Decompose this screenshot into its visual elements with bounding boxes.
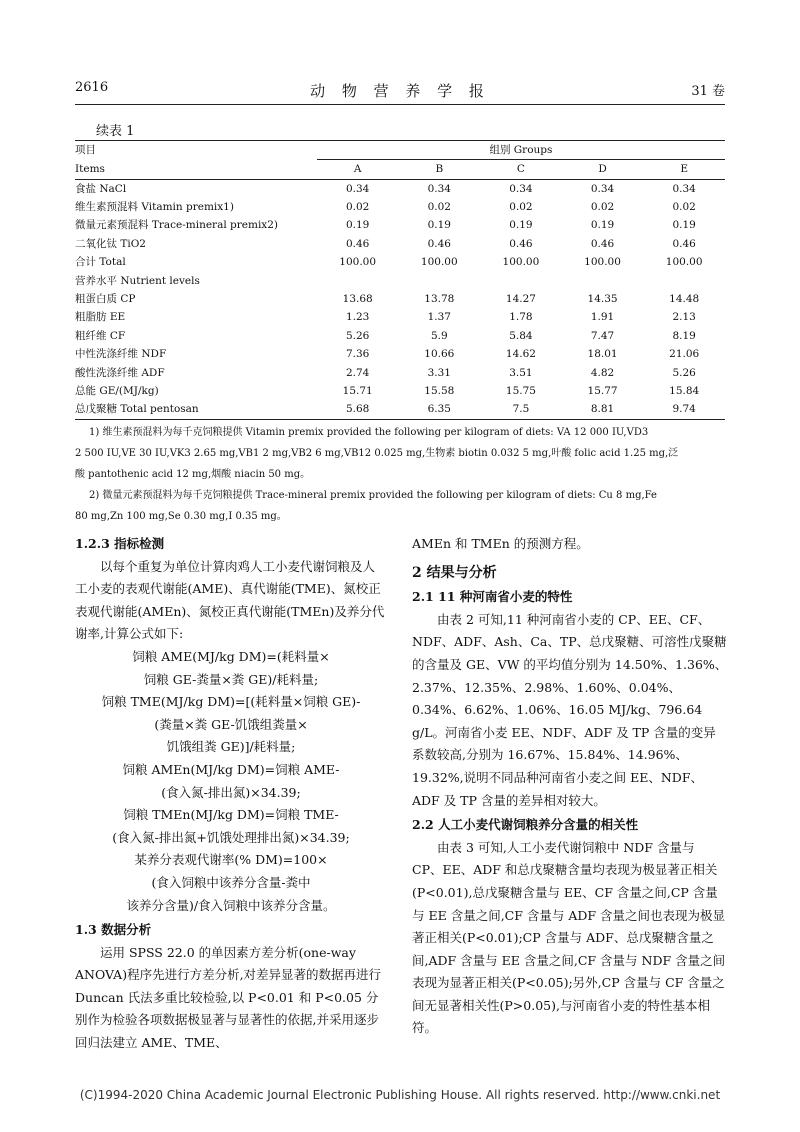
cell-value bbox=[317, 272, 399, 290]
cell-value bbox=[643, 272, 725, 290]
group-b: B bbox=[398, 160, 480, 179]
row-label: 食盐 NaCl bbox=[75, 179, 317, 198]
cell-value: 8.19 bbox=[672, 329, 696, 342]
cell-value: 9.74 bbox=[643, 400, 725, 419]
table-row bbox=[75, 198, 725, 216]
cell-value: 0.46 bbox=[672, 237, 696, 250]
cell-value: 0.34 bbox=[398, 179, 480, 198]
cell-value: 0.19 bbox=[427, 219, 451, 232]
paragraph: (食入氮-排出氮)×34.39; bbox=[161, 784, 301, 800]
paragraph: 由表 2 可知,11 种河南省小麦的 CP、EE、CF、NDF、ADF、Ash、Ca、TP、总戊聚糖、可溶性戊聚糖的含量及 GE、VW 的平均值分别为 14.50%、1.36%、2.37%、12.35%、2.98%、1.60%、0.04%、0.34%、6.62%、1.06%、16.05 MJ/kg、796.64 g/L。河南省小麦 EE、NDF、ADF 及 TP 含量的变异系数较高,分别为 16.67%、15.84%、14.96%、19.32%,说明不同品种河南省小麦之间 EE、NDF、ADF 及 TP 含量的差异相对较大。 bbox=[412, 611, 728, 808]
paragraph: 以每个重复为单位计算肉鸡人工小麦代谢饲粮及人工小麦的表观代谢能(AME)、真代谢能(TME)、氮校正表观代谢能(AMEn)、氮校正真代谢能(TMEn)及养分代谢率,计算公式如下: bbox=[75, 558, 385, 642]
group-e: E bbox=[643, 160, 725, 179]
row-label: 维生素预混料 Vitamin premix1) bbox=[75, 201, 234, 214]
paragraph: (食入氮-排出氮+饥饿处理排出氮)×34.39; bbox=[112, 829, 350, 845]
cell-value: 7.5 bbox=[480, 400, 562, 419]
cell-value: 14.35 bbox=[587, 293, 618, 306]
row-label: 合计 Total bbox=[75, 256, 126, 269]
paragraph: 饲粮 GE-粪量×粪 GE)/耗料量; bbox=[143, 671, 319, 687]
cell-value: 3.51 bbox=[509, 366, 533, 379]
cell-value: 1.78 bbox=[509, 311, 533, 324]
page-number: 2616 bbox=[75, 80, 109, 95]
paragraph: 饲粮 TME(MJ/kg DM)=[(耗料量×饲粮 GE)- bbox=[101, 694, 361, 710]
table-row bbox=[75, 382, 725, 400]
cell-value: 0.34 bbox=[562, 179, 644, 198]
row-label: 粗蛋白质 CP bbox=[75, 293, 136, 306]
section-heading: 2 结果与分析 bbox=[412, 564, 497, 581]
cell-value: 5.26 bbox=[672, 366, 696, 379]
cell-value: 0.46 bbox=[590, 237, 615, 250]
section-heading: 2.2 人工小麦代谢饲粮养分含量的相关性 bbox=[412, 817, 639, 833]
paragraph: 饲粮 TMEn(MJ/kg DM)=饲粮 TME- bbox=[123, 807, 339, 823]
copyright-footer: (C)1994-2020 China Academic Journal Electronic Publishing House. All rights reserved. http://www.cnki.net bbox=[79, 1088, 721, 1102]
table-row bbox=[75, 345, 725, 363]
row-label: 酸性洗涤纤维 ADF bbox=[75, 366, 165, 379]
cell-value: 0.02 bbox=[672, 201, 696, 214]
left-column bbox=[75, 533, 387, 1055]
cell-value bbox=[562, 272, 644, 290]
cell-value: 100.00 bbox=[339, 256, 377, 269]
paragraph: AMEn 和 TMEn 的预测方程。 bbox=[412, 536, 589, 551]
row-label: 粗脂肪 EE bbox=[75, 311, 126, 324]
right-column bbox=[412, 533, 728, 1040]
paragraph: (粪量×粪 GE-饥饿组粪量× bbox=[154, 716, 308, 732]
paragraph: 饥饿组粪 GE)]/耗料量; bbox=[166, 739, 296, 755]
cell-value: 5.26 bbox=[345, 329, 370, 342]
row-label: 营养水平 Nutrient levels bbox=[75, 274, 200, 287]
cell-value: 0.46 bbox=[427, 237, 451, 250]
cell-value: 14.48 bbox=[669, 293, 700, 306]
cell-value: 14.62 bbox=[505, 348, 536, 361]
diet-composition-table bbox=[75, 140, 725, 420]
table-row bbox=[75, 235, 725, 253]
cell-value: 5.84 bbox=[509, 329, 533, 342]
group-header: 组别 Groups bbox=[317, 141, 725, 160]
cell-value: 15.58 bbox=[424, 384, 455, 397]
section-heading: 2.1 11 种河南省小麦的特性 bbox=[412, 589, 573, 605]
cell-value: 5.9 bbox=[430, 329, 448, 342]
section-heading: 1.3 数据分析 bbox=[75, 922, 152, 938]
table-row bbox=[75, 309, 725, 327]
cell-value: 18.01 bbox=[587, 348, 618, 361]
cell-value: 0.19 bbox=[590, 219, 615, 232]
table-row bbox=[75, 327, 725, 345]
paragraph: 运用 SPSS 22.0 的单因素方差分析(one-way ANOVA)程序先进行方差分析,对差异显著的数据再进行 Duncan 氏法多重比较检验,以 P<0.01 和 P<0.05 分别作为检验各项数据极显著与显著性的依据,并采用逐步回归法建立 AME、TME、 bbox=[75, 944, 382, 1051]
cell-value: 15.77 bbox=[587, 384, 618, 397]
footnote-line: 酸 pantothenic acid 12 mg,烟酸 niacin 50 mg。 bbox=[75, 469, 311, 480]
cell-value: 0.19 bbox=[509, 219, 533, 232]
cell-value: 0.34 bbox=[643, 179, 725, 198]
cell-value: 2.13 bbox=[672, 311, 696, 324]
group-d: D bbox=[562, 160, 644, 179]
cell-value: 7.47 bbox=[590, 329, 615, 342]
row-label: 中性洗涤纤维 NDF bbox=[75, 348, 167, 361]
paragraph: 由表 3 可知,人工小麦代谢饲粮中 NDF 含量与 CP、EE、ADF 和总戊聚糖含量均表现为极显著正相关(P<0.01),总戊聚糖含量与 EE、CF 含量之间,CP 含量与 EE 含量之间,CF 含量与 ADF 含量之间也表现为极显著正相关(P<0.01);CP 含量与 ADF、总戊聚糖含量之间,ADF 含量与 EE 含量之间,CF 含量与 NDF 含量之间表现为显著正相关(P<0.05);另外,CP 含量与 CF 含量之间无显著相关性(P>0.05),与河南省小麦的特性基本相符。 bbox=[412, 839, 726, 1036]
cell-value: 0.46 bbox=[345, 237, 370, 250]
cell-value: 15.84 bbox=[669, 384, 700, 397]
cell-value: 0.34 bbox=[317, 179, 399, 198]
footnote-line: 2) 微量元素预混料为每千克饲粮提供 Trace-mineral premix provided the following per kilogram of diets: Cu 8 mg,Fe bbox=[89, 490, 657, 501]
section-heading: 1.2.3 指标检测 bbox=[75, 536, 165, 551]
paragraph: (食入饲粮中该养分含量-粪中 bbox=[151, 874, 311, 890]
cell-value: 0.19 bbox=[672, 219, 696, 232]
group-c: C bbox=[480, 160, 562, 179]
cell-value: 0.19 bbox=[345, 219, 370, 232]
cell-value: 6.35 bbox=[398, 400, 480, 419]
cell-value: 15.75 bbox=[505, 384, 536, 397]
cell-value bbox=[398, 272, 480, 290]
cell-value: 15.71 bbox=[342, 384, 373, 397]
cell-value: 0.34 bbox=[480, 179, 562, 198]
row-label: 微量元素预混料 Trace-mineral premix2) bbox=[75, 219, 278, 232]
cell-value: 14.27 bbox=[505, 293, 536, 306]
cell-value: 7.36 bbox=[345, 348, 370, 361]
cell-value: 0.02 bbox=[590, 201, 615, 214]
cell-value: 1.91 bbox=[590, 311, 615, 324]
table-row bbox=[75, 253, 725, 271]
table-row bbox=[75, 217, 725, 235]
cell-value: 0.02 bbox=[509, 201, 533, 214]
cell-value: 1.37 bbox=[427, 311, 451, 324]
row-label: 总戊聚糖 Total pentosan bbox=[75, 400, 317, 419]
cell-value: 21.06 bbox=[669, 348, 700, 361]
col-item-en: Items bbox=[75, 160, 317, 179]
table-row bbox=[75, 400, 725, 419]
table-footnotes bbox=[75, 422, 725, 527]
table-row bbox=[75, 179, 725, 198]
cell-value: 13.68 bbox=[342, 293, 373, 306]
footnote-line: 1) 维生素预混料为每千克饲粮提供 Vitamin premix provided the following per kilogram of diets: VA 12 000 IU,VD3 bbox=[89, 427, 649, 438]
cell-value: 100.00 bbox=[584, 256, 621, 269]
table-continued-label: 续表 1 bbox=[96, 124, 135, 139]
paragraph: 某养分表观代谢率(% DM)=100× bbox=[134, 852, 328, 868]
cell-value: 8.81 bbox=[562, 400, 644, 419]
journal-title: 动 物 营 养 学 报 bbox=[310, 82, 490, 100]
header-rule bbox=[75, 104, 725, 105]
cell-value: 0.46 bbox=[509, 237, 533, 250]
volume-label: 31 卷 bbox=[691, 84, 725, 99]
cell-value: 100.00 bbox=[502, 256, 540, 269]
paragraph: 饲粮 AMEn(MJ/kg DM)=饲粮 AME- bbox=[122, 761, 340, 777]
cell-value: 10.66 bbox=[424, 348, 455, 361]
col-item-zh: 项目 bbox=[75, 141, 317, 160]
table-row bbox=[75, 290, 725, 308]
table-row bbox=[75, 272, 725, 290]
footnote-line: 80 mg,Zn 100 mg,Se 0.30 mg,I 0.35 mg。 bbox=[75, 511, 287, 522]
cell-value: 13.78 bbox=[424, 293, 455, 306]
cell-value: 0.02 bbox=[427, 201, 451, 214]
cell-value: 2.74 bbox=[345, 366, 370, 379]
cell-value: 0.02 bbox=[345, 201, 370, 214]
cell-value: 4.82 bbox=[590, 366, 615, 379]
group-a: A bbox=[317, 160, 399, 179]
footnote-line: 2 500 IU,VE 30 IU,VK3 2.65 mg,VB1 2 mg,VB2 6 mg,VB12 0.025 mg,生物素 biotin 0.032 5 mg,叶酸 folic acid 1.25 mg,泛 bbox=[75, 448, 679, 459]
cell-value bbox=[480, 272, 562, 290]
paragraph: 饲粮 AME(MJ/kg DM)=(耗料量× bbox=[132, 648, 330, 664]
row-label: 总能 GE/(MJ/kg) bbox=[75, 384, 159, 397]
table-row bbox=[75, 364, 725, 382]
row-label: 二氧化钛 TiO2 bbox=[75, 237, 146, 250]
cell-value: 100.00 bbox=[665, 256, 703, 269]
row-label: 粗纤维 CF bbox=[75, 329, 126, 342]
cell-value: 5.68 bbox=[317, 400, 399, 419]
cell-value: 3.31 bbox=[427, 366, 451, 379]
cell-value: 100.00 bbox=[420, 256, 458, 269]
paragraph: 该养分含量)/食入饲粮中该养分含量。 bbox=[126, 897, 336, 913]
cell-value: 1.23 bbox=[345, 311, 370, 324]
